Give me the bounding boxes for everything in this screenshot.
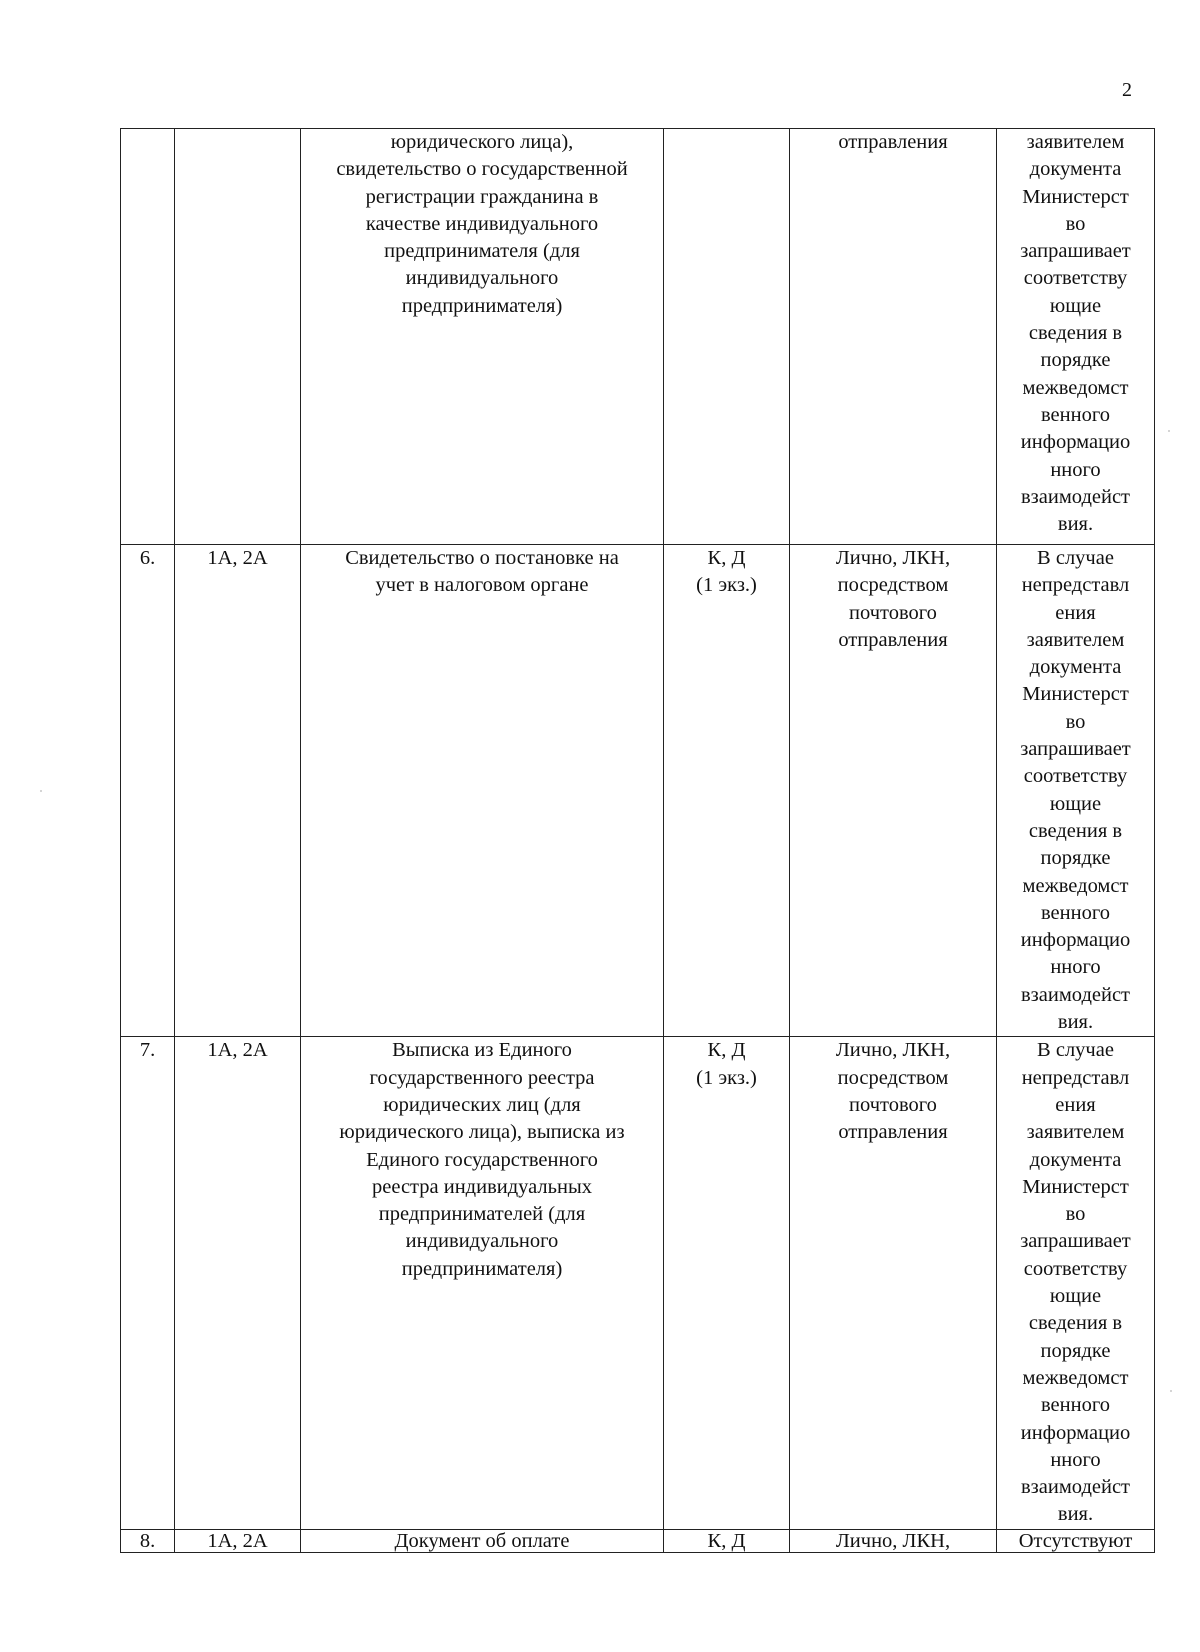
cell-text-line: информацио [1020,929,1131,952]
cell-text-line: отправления [838,131,948,153]
cell-text-line: Документ об оплате [394,1529,570,1552]
cell-text-line: информацио [1020,431,1131,454]
cell-text-line: документа [1029,158,1122,181]
cell-method [790,1529,997,1552]
cell-text-line: Отсутствуют [1018,1529,1133,1552]
cell-note [997,129,1155,545]
cell-category: 1А, 2А [175,1037,301,1529]
cell-text-line: Министерст [1022,185,1129,208]
cell-note [997,545,1155,1037]
cell-text-line: сведения в [1028,322,1123,345]
cell-text-line: вия. [1057,1011,1094,1034]
table-body [121,129,1155,1553]
cell-text-line: запрашивает [1020,738,1131,761]
cell-text-line: юридического лица), выписка из [339,1121,625,1144]
cell-text-line: порядке [1040,847,1111,870]
cell-text-line: индивидуального [405,1230,559,1253]
cell-text-line: запрашивает [1020,240,1131,263]
cell-document [301,1037,664,1529]
scan-speck [1168,430,1170,432]
cell-text-line: информацио [1020,1421,1131,1444]
cell-text-line: (1 экз.) [696,574,757,597]
cell-text-line: предпринимателя) [401,294,563,317]
cell-text-line: нного [1050,1448,1101,1471]
cell-text-line: межведомст [1022,1366,1129,1389]
cell-text-line: запрашивает [1020,1230,1131,1253]
cell-text-line: порядке [1040,349,1111,372]
cell-text-line: заявителем [1026,628,1125,651]
cell-text-line: предпринимателя (для [384,240,580,263]
cell-form [664,545,790,1037]
cell-text-line: регистрации гражданина в [365,185,599,208]
cell-form [664,1037,790,1529]
cell-text-line: отправления [838,628,948,651]
cell-note [997,1529,1155,1552]
cell-text-line: во [1065,1203,1086,1226]
cell-text-line: реестра индивидуальных [372,1175,592,1198]
cell-text-line: соответству [1023,267,1128,290]
cell-text-line: предпринимателей (для [378,1203,586,1226]
cell-method [790,129,997,545]
cell-method [790,545,997,1037]
cell-text-line: свидетельство о государственной [336,158,628,181]
cell-text-line: сведения в [1028,819,1123,842]
cell-text-line: заявителем [1026,1121,1125,1144]
cell-text-line: посредством [837,574,949,597]
table-row-6 [121,545,1155,1037]
cell-text-line: венного [1041,403,1110,426]
cell-number [121,129,175,545]
cell-category: 1А, 2А [175,545,301,1037]
cell-text-line: межведомст [1022,874,1129,897]
cell-category: 1А, 2А [175,1529,301,1552]
cell-text-line: непредставл [1021,1066,1130,1089]
cell-text-line: соответству [1023,765,1128,788]
cell-form [664,1529,790,1552]
cell-text-line: ющие [1049,1285,1102,1308]
cell-text-line: во [1065,710,1086,733]
cell-text-line: венного [1041,1394,1110,1417]
cell-text-line: отправления [838,1121,948,1144]
cell-text-line: государственного реестра [369,1066,595,1089]
cell-text-line: В случае [1037,547,1114,569]
cell-document [301,1529,664,1552]
cell-text-line: Единого государственного [366,1148,598,1171]
cell-text-line: документа [1029,656,1122,679]
cell-text-line: венного [1041,901,1110,924]
cell-number: 7. [121,1037,175,1529]
cell-text-line: индивидуального [405,267,559,290]
cell-text-line: нного [1050,956,1101,979]
cell-text-line: сведения в [1028,1312,1123,1335]
cell-text-line: ющие [1049,792,1102,815]
cell-text-line: юридического лица), [390,131,574,153]
cell-text-line: взаимодейст [1020,1476,1131,1499]
cell-text-line: В случае [1037,1039,1114,1062]
table-row-7 [121,1037,1155,1529]
page-number: 2 [1122,79,1132,101]
cell-text-line: (1 экз.) [696,1066,757,1089]
cell-text-line: почтового [849,1093,937,1116]
cell-text-line: К, Д [707,547,746,569]
cell-text-line: Лично, ЛКН, [835,547,951,569]
cell-text-line: соответству [1023,1257,1128,1280]
cell-text-line: ения [1055,601,1096,624]
cell-method [790,1037,997,1529]
cell-text-line: Лично, ЛКН, [835,1529,951,1552]
cell-text-line: Лично, ЛКН, [835,1039,951,1062]
cell-note [997,1037,1155,1529]
cell-text-line: заявителем [1026,131,1125,153]
cell-text-line: документа [1029,1148,1122,1171]
cell-text-line: предпринимателя) [401,1257,563,1280]
cell-text-line: Свидетельство о постановке на [345,547,619,569]
cell-text-line: межведомст [1022,376,1129,399]
scan-speck [40,790,42,792]
cell-text-line: ющие [1049,294,1102,317]
cell-number: 8. [121,1529,175,1552]
cell-text-line: вия. [1057,513,1094,536]
documents-table [120,128,1155,1553]
cell-text-line: ения [1055,1093,1096,1116]
cell-text-line: Выписка из Единого [392,1039,572,1062]
cell-text-line: Министерст [1022,683,1129,706]
cell-form [664,129,790,545]
cell-text-line: во [1065,212,1086,235]
cell-category [175,129,301,545]
cell-text-line: учет в налоговом органе [375,574,589,597]
cell-document [301,545,664,1037]
scan-speck [1170,1390,1172,1392]
cell-text-line: качестве индивидуального [365,212,599,235]
cell-text-line: вия. [1057,1503,1094,1526]
cell-text-line: К, Д [707,1039,746,1062]
cell-text-line: юридических лиц (для [383,1093,581,1116]
cell-text-line: взаимодейст [1020,485,1131,508]
cell-text-line: посредством [837,1066,949,1089]
cell-text-line: взаимодейст [1020,983,1131,1006]
cell-text-line: непредставл [1021,574,1130,597]
cell-text-line: Министерст [1022,1175,1129,1198]
cell-text-line: порядке [1040,1339,1111,1362]
cell-text-line: почтового [849,601,937,624]
cell-document [301,129,664,545]
cell-number: 6. [121,545,175,1037]
cell-text-line: К, Д [707,1529,746,1552]
table-row-continued [121,129,1155,545]
cell-text-line: нного [1050,458,1101,481]
table-row-8 [121,1529,1155,1552]
